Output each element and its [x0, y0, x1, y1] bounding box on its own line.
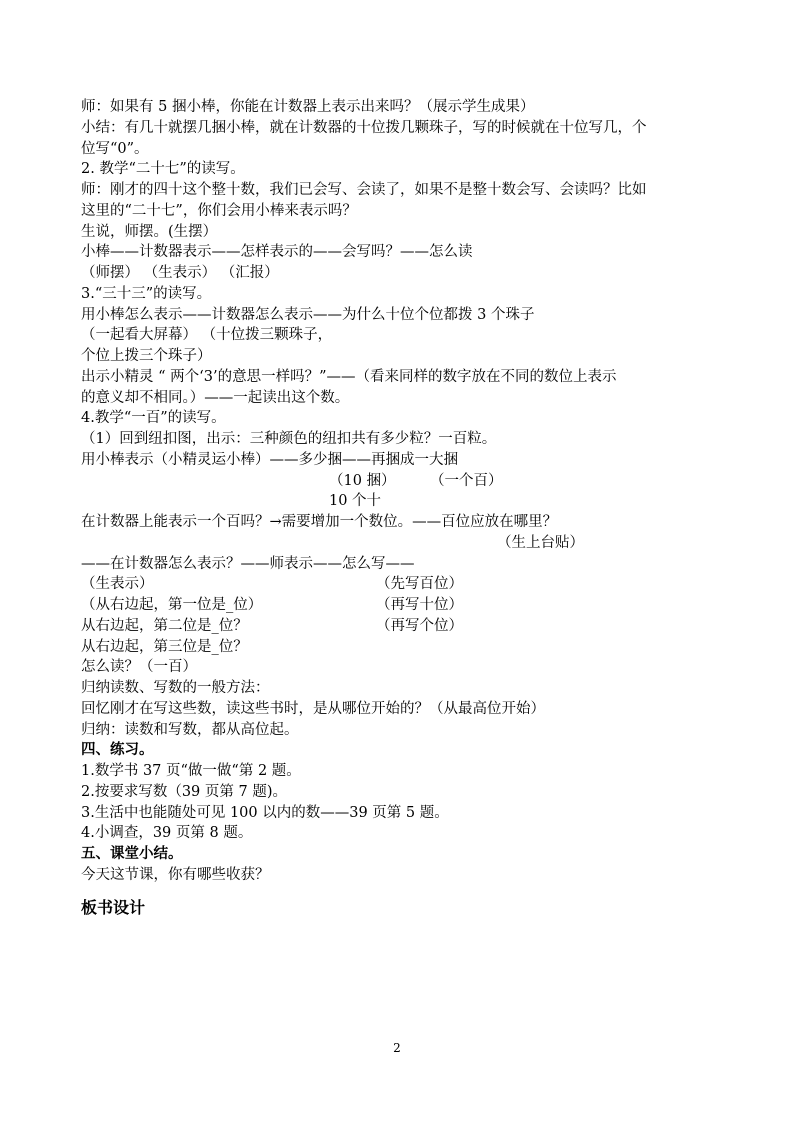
text-line: （一起看大屏幕） （十位拨三颗珠子， — [81, 327, 333, 343]
text-line: （再写个位） — [376, 618, 463, 634]
section-heading: 四、练习。 — [81, 741, 154, 758]
text-line: （1）回到纽扣图，出示：三种颜色的纽扣共有多少粒？一百粒。 — [81, 431, 497, 447]
text-line: 这里的“二十七”，你们会用小棒来表示吗？ — [81, 203, 357, 219]
text-line: 在计数器上能表示一个百吗？→需要增加一个数位。——百位应放在哪里？ — [81, 514, 558, 530]
text-line: 师：如果有 5 捆小棒，你能在计数器上表示出来吗？（展示学生成果） — [81, 99, 535, 115]
text-line: 归纳：读数和写数，都从高位起。 — [81, 722, 299, 738]
text-line: （生表示） — [81, 576, 154, 592]
section-heading: 五、课堂小结。 — [81, 845, 183, 862]
text-line: 从右边起，第三位是_位？ — [81, 639, 248, 655]
text-line: 怎么读？（一百） — [81, 659, 197, 675]
text-line: 回忆刚才在写这些数，读这些书时，是从哪位开始的？（从最高位开始） — [81, 701, 545, 717]
text-line: （再写十位） — [376, 597, 463, 613]
text-line: 个位上拨三个珠子） — [81, 348, 212, 364]
page-number: 2 — [393, 1041, 401, 1055]
text-line: 用小棒表示（小精灵运小棒）——多少捆——再捆成一大捆 — [81, 452, 458, 468]
text-line: 小结：有几十就摆几捆小棒，就在计数器的十位拨几颗珠子，写的时候就在十位写几，个 — [81, 120, 647, 136]
text-line: ——在计数器怎么表示？——师表示——怎么写—— — [81, 556, 415, 572]
text-line: 2. 教学“二十七”的读写。 — [81, 161, 245, 177]
text-line: 小棒——计数器表示——怎样表示的——会写吗？——怎么读 — [81, 244, 473, 260]
text-line: 归纳读数、写数的一般方法： — [81, 680, 270, 696]
text-line: 4.小调查，39 页第 8 题。 — [81, 825, 253, 841]
text-line: 2.按要求写数（39 页第 7 题)。 — [81, 784, 287, 800]
text-line: 10 个十 — [329, 493, 382, 509]
text-line: 3.“三十三”的读写。 — [81, 286, 212, 302]
text-line: 4.教学“一百”的读写。 — [81, 410, 226, 426]
text-line: （从右边起，第一位是_位） — [81, 597, 263, 613]
text-line: （生上台贴） — [497, 535, 584, 551]
text-line: 位写“0”。 — [81, 141, 149, 157]
text-line: 出示小精灵 “ 两个‘3’的意思一样吗？”——（看来同样的数字放在不同的数位上表示 — [81, 369, 617, 385]
text-line: （10 捆） — [329, 473, 396, 489]
text-line: （先写百位） — [376, 576, 463, 592]
text-line: （一个百） — [430, 473, 503, 489]
text-line: 的意义却不相同。）——一起读出这个数。 — [81, 390, 350, 406]
board-design-heading: 板书设计 — [81, 898, 146, 917]
text-line: 用小棒怎么表示——计数器怎么表示——为什么十位个位都拨 3 个珠子 — [81, 307, 535, 323]
text-line: 从右边起，第二位是_位？ — [81, 618, 248, 634]
text-line: 1.数学书 37 页“做一做“第 2 题。 — [81, 763, 301, 779]
text-line: 3.生活中也能随处可见 100 以内的数——39 页第 5 题。 — [81, 805, 449, 821]
text-line: 生说，师摆。(生摆） — [81, 224, 218, 240]
text-line: 今天这节课，你有哪些收获？ — [81, 867, 270, 883]
text-line: 师：刚才的四十这个整十数，我们已会写、会读了，如果不是整十数会写、会读吗？比如 — [81, 182, 647, 198]
text-line: （师摆） （生表示） （汇报） — [81, 265, 279, 281]
